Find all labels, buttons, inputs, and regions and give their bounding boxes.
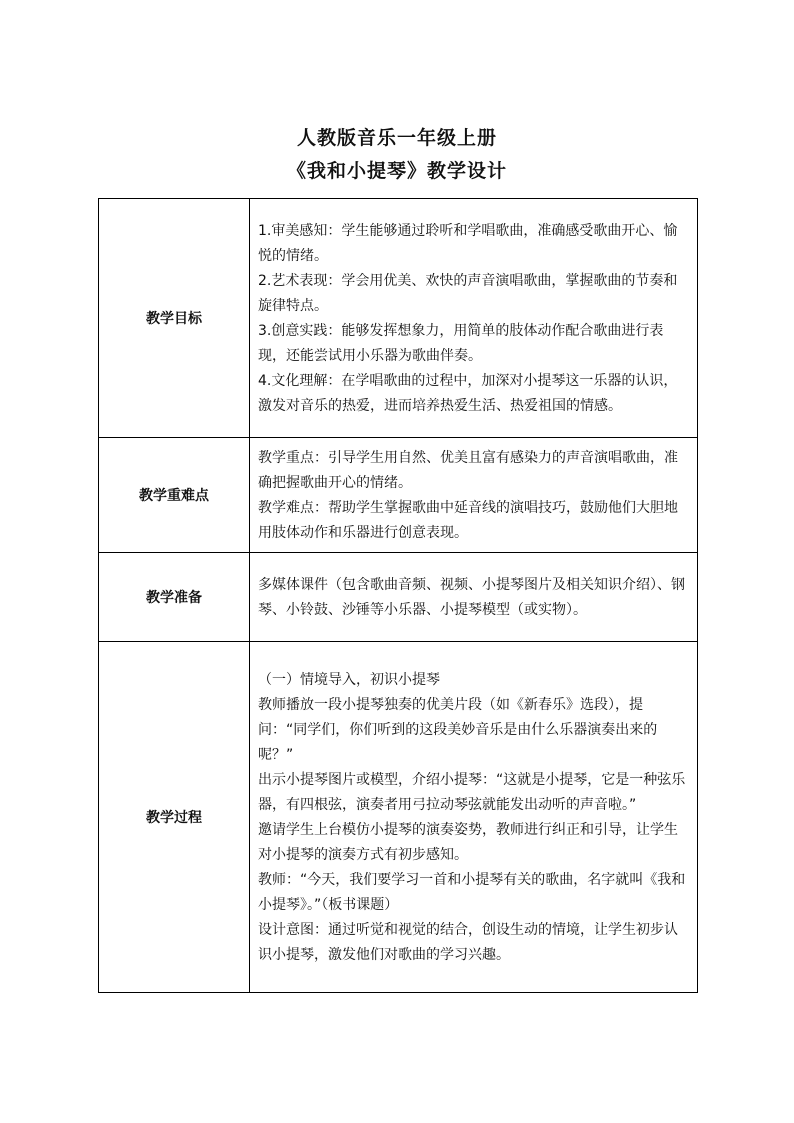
content-line: 邀请学生上台模仿小提琴的演奏姿势，教师进行纠正和引导，让学生对小提琴的演奏方式有初步感知。 (258, 821, 678, 863)
content-line: 教师：“今天，我们要学习一首和小提琴有关的歌曲，名字就叫《我和小提琴》。”（板书课题） (258, 871, 686, 913)
content-line: 教学重点：引导学生用自然、优美且富有感染力的声音演唱歌曲，准确把握歌曲开心的情绪。 (258, 449, 678, 491)
table-row-goals (99, 199, 698, 438)
title-line-1: 人教版音乐一年级上册 (296, 127, 497, 149)
content-line: 1.审美感知：学生能够通过聆听和学唱歌曲，准确感受歌曲开心、愉悦的情绪。 (258, 222, 678, 264)
row-content (250, 199, 698, 438)
table-row-key-points (99, 438, 698, 553)
row-label: 教学过程 (99, 642, 250, 993)
content-line: （一）情境导入，初识小提琴 (258, 671, 440, 688)
row-content (250, 438, 698, 553)
content-line: 4.文化理解：在学唱歌曲的过程中，加深对小提琴这一乐器的认识，激发对音乐的热爱，进而培养热爱生活、热爱祖国的情感。 (258, 372, 678, 414)
content-line: 多媒体课件（包含歌曲音频、视频、小提琴图片及相关知识介绍）、钢琴、小铃鼓、沙锤等小乐器、小提琴模型（或实物）。 (258, 576, 685, 618)
table-row-preparation (99, 553, 698, 642)
content-line: 2.艺术表现：学会用优美、欢快的声音演唱歌曲，掌握歌曲的节奏和旋律特点。 (258, 272, 678, 314)
row-content (250, 642, 698, 993)
row-label: 教学准备 (99, 553, 250, 642)
row-label: 教学目标 (99, 199, 250, 438)
content-line: 出示小提琴图片或模型，介绍小提琴：“这就是小提琴，它是一种弦乐器，有四根弦，演奏者用弓拉动琴弦就能发出动听的声音啦。” (258, 771, 686, 813)
lesson-plan-table (98, 198, 698, 993)
content-line: 教学难点：帮助学生掌握歌曲中延音线的演唱技巧，鼓励他们大胆地用肢体动作和乐器进行创意表现。 (258, 499, 678, 541)
document-title (0, 122, 794, 188)
row-label: 教学重难点 (99, 438, 250, 553)
content-line: 设计意图：通过听觉和视觉的结合，创设生动的情境，让学生初步认识小提琴，激发他们对歌曲的学习兴趣。 (258, 921, 678, 963)
title-line-2: 《我和小提琴》教学设计 (286, 160, 507, 182)
table-row-process (99, 642, 698, 993)
content-line: 3.创意实践：能够发挥想象力，用简单的肢体动作配合歌曲进行表现，还能尝试用小乐器为歌曲伴奏。 (258, 322, 664, 364)
row-content (250, 553, 698, 642)
content-line: 教师播放一段小提琴独奏的优美片段（如《新春乐》选段），提问：“同学们，你们听到的这段美妙音乐是由什么乐器演奏出来的呢？” (258, 696, 658, 763)
